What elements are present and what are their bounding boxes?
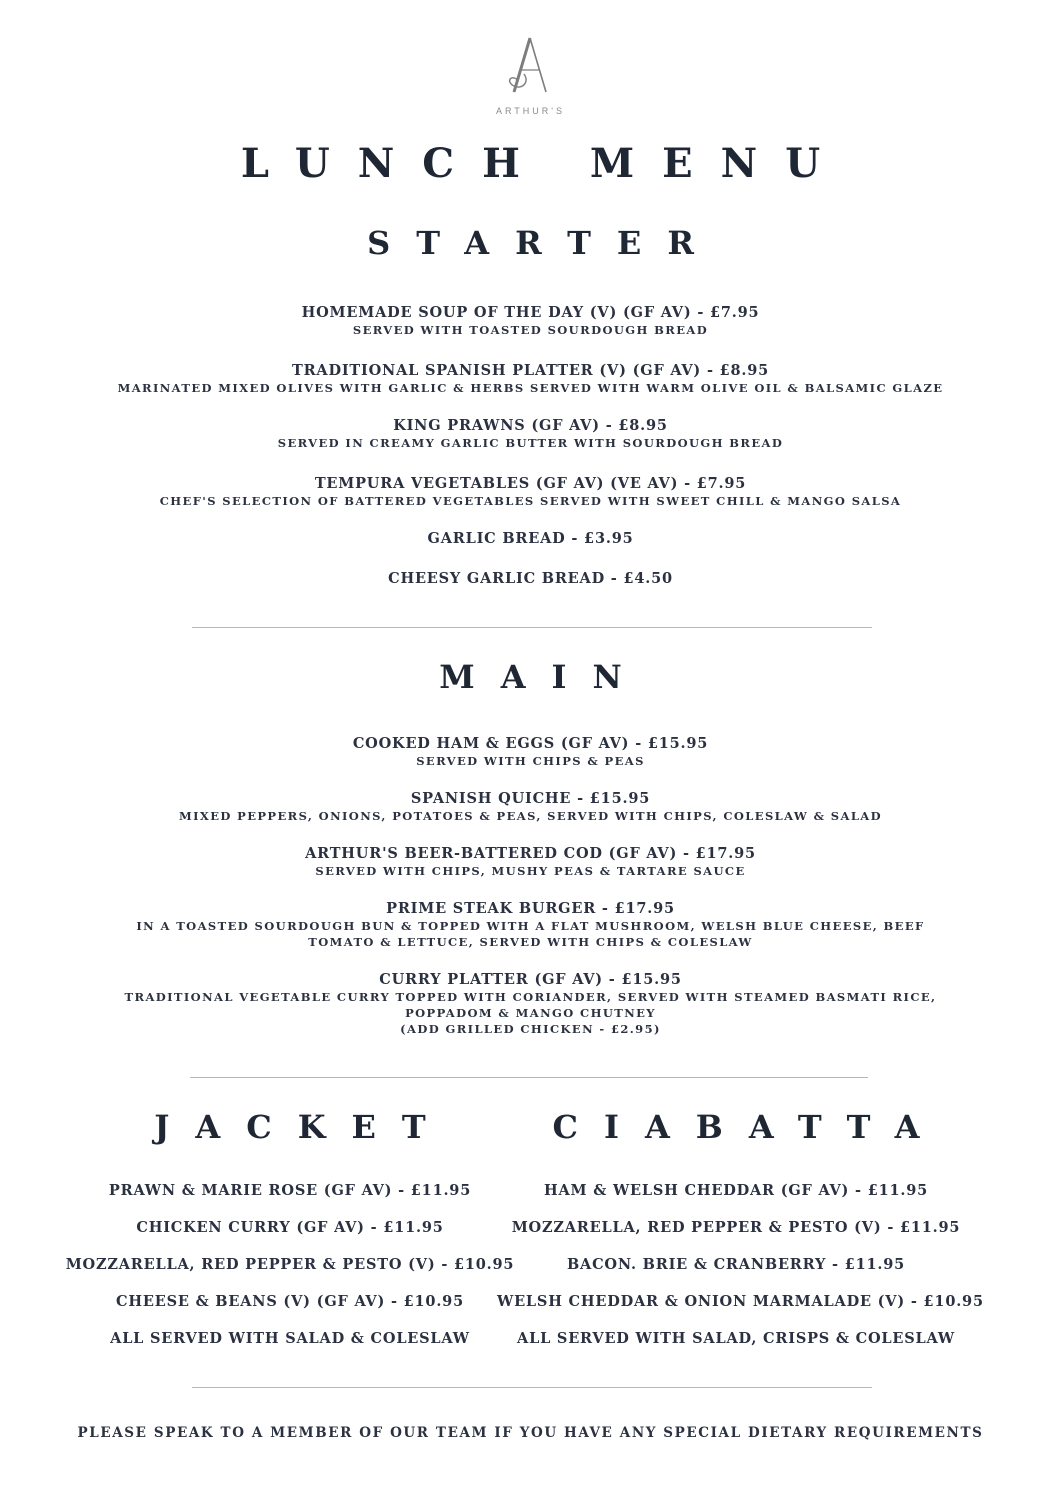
brand-name: ARTHUR'S — [495, 106, 566, 116]
jacket-note: ALL SERVED WITH SALAD & COLESLAW — [110, 1330, 470, 1347]
section-heading-starter: STARTER — [367, 224, 720, 262]
item-description: MARINATED MIXED OLIVES WITH GARLIC & HERBS SERVED WITH WARM OLIVE OIL & BALSAMIC GLAZE — [117, 381, 944, 395]
item-name: HOMEMADE SOUP OF THE DAY (V) (GF AV) - £7.95 — [301, 304, 760, 321]
jacket-column — [60, 1108, 520, 1367]
item-name: CURRY PLATTER (GF AV) - £15.95 — [379, 971, 682, 988]
section-heading-main: MAIN — [439, 658, 648, 696]
item-name: ARTHUR'S BEER-BATTERED COD (GF AV) - £17.95 — [305, 845, 756, 862]
jacket-item: PRAWN & MARIE ROSE (GF AV) - £11.95 — [108, 1182, 472, 1199]
item-description: SERVED WITH CHIPS, MUSHY PEAS & TARTARE SAUCE — [315, 864, 746, 878]
starter-item — [0, 304, 1061, 338]
section-heading-ciabatta: CIABATTA — [552, 1108, 946, 1146]
menu-title: LUNCH MENU — [240, 140, 849, 187]
item-name: SPANISH QUICHE - £15.95 — [410, 790, 651, 807]
item-name: PRIME STEAK BURGER - £17.95 — [386, 900, 675, 917]
item-name: CHEESY GARLIC BREAD - £4.50 — [388, 570, 673, 587]
item-description: IN A TOASTED SOURDOUGH BUN & TOPPED WITH A FLAT MUSHROOM, WELSH BLUE CHEESE, BEEF — [136, 919, 925, 933]
section-heading-jacket: JACKET — [154, 1108, 452, 1146]
item-description: MIXED PEPPERS, ONIONS, POTATOES & PEAS, SERVED WITH CHIPS, COLESLAW & SALAD — [178, 809, 883, 823]
item-name: TRADITIONAL SPANISH PLATTER (V) (GF AV) - £8.95 — [291, 362, 770, 379]
starter-item — [0, 417, 1061, 451]
main-item — [0, 790, 1061, 824]
item-description: TRADITIONAL VEGETABLE CURRY TOPPED WITH CORIANDER, SERVED WITH STEAMED BASMATI RICE, — [124, 990, 937, 1004]
dietary-notice: PLEASE SPEAK TO A MEMBER OF OUR TEAM IF YOU HAVE ANY SPECIAL DIETARY REQUIREMENTS — [77, 1425, 984, 1441]
starter-item — [0, 362, 1061, 396]
ciabatta-column — [497, 1108, 984, 1367]
jacket-item: MOZZARELLA, RED PEPPER & PESTO (V) - £10.95 — [65, 1256, 515, 1273]
ciabatta-item: HAM & WELSH CHEDDAR (GF AV) - £11.95 — [543, 1182, 929, 1199]
item-description: POPPADOM & MANGO CHUTNEY — [405, 1006, 656, 1020]
item-description: SERVED WITH TOASTED SOURDOUGH BREAD — [352, 323, 709, 337]
main-item — [0, 845, 1061, 879]
item-name: COOKED HAM & EGGS (GF AV) - £15.95 — [352, 735, 709, 752]
item-name: GARLIC BREAD - £3.95 — [427, 530, 634, 547]
jacket-item: CHEESE & BEANS (V) (GF AV) - £10.95 — [116, 1293, 464, 1310]
divider — [192, 627, 872, 628]
ciabatta-item: MOZZARELLA, RED PEPPER & PESTO (V) - £11.95 — [511, 1219, 961, 1236]
item-description: SERVED WITH CHIPS & PEAS — [416, 754, 645, 768]
ciabatta-item: BACON. BRIE & CRANBERRY - £11.95 — [566, 1256, 906, 1273]
ciabatta-note: ALL SERVED WITH SALAD, CRISPS & COLESLAW — [517, 1330, 955, 1347]
main-item — [0, 971, 1061, 1037]
divider — [192, 1387, 872, 1388]
item-description: CHEF'S SELECTION OF BATTERED VEGETABLES SERVED WITH SWEET CHILL & MANGO SALSA — [159, 494, 902, 508]
item-description: TOMATO & LETTUCE, SERVED WITH CHIPS & COLESLAW — [308, 935, 753, 949]
item-description: SERVED IN CREAMY GARLIC BUTTER WITH SOURDOUGH BREAD — [277, 436, 784, 450]
starter-item — [0, 530, 1061, 548]
item-description: (ADD GRILLED CHICKEN - £2.95) — [400, 1022, 661, 1036]
divider — [190, 1077, 868, 1078]
item-name: KING PRAWNS (GF AV) - £8.95 — [393, 417, 668, 434]
starter-item — [0, 570, 1061, 588]
main-item — [0, 735, 1061, 769]
item-name: TEMPURA VEGETABLES (GF AV) (VE AV) - £7.95 — [314, 475, 747, 492]
main-item — [0, 900, 1061, 950]
ciabatta-item: WELSH CHEDDAR & ONION MARMALADE (V) - £10.95 — [497, 1293, 984, 1310]
jacket-item: CHICKEN CURRY (GF AV) - £11.95 — [136, 1219, 444, 1236]
starter-item — [0, 475, 1061, 509]
